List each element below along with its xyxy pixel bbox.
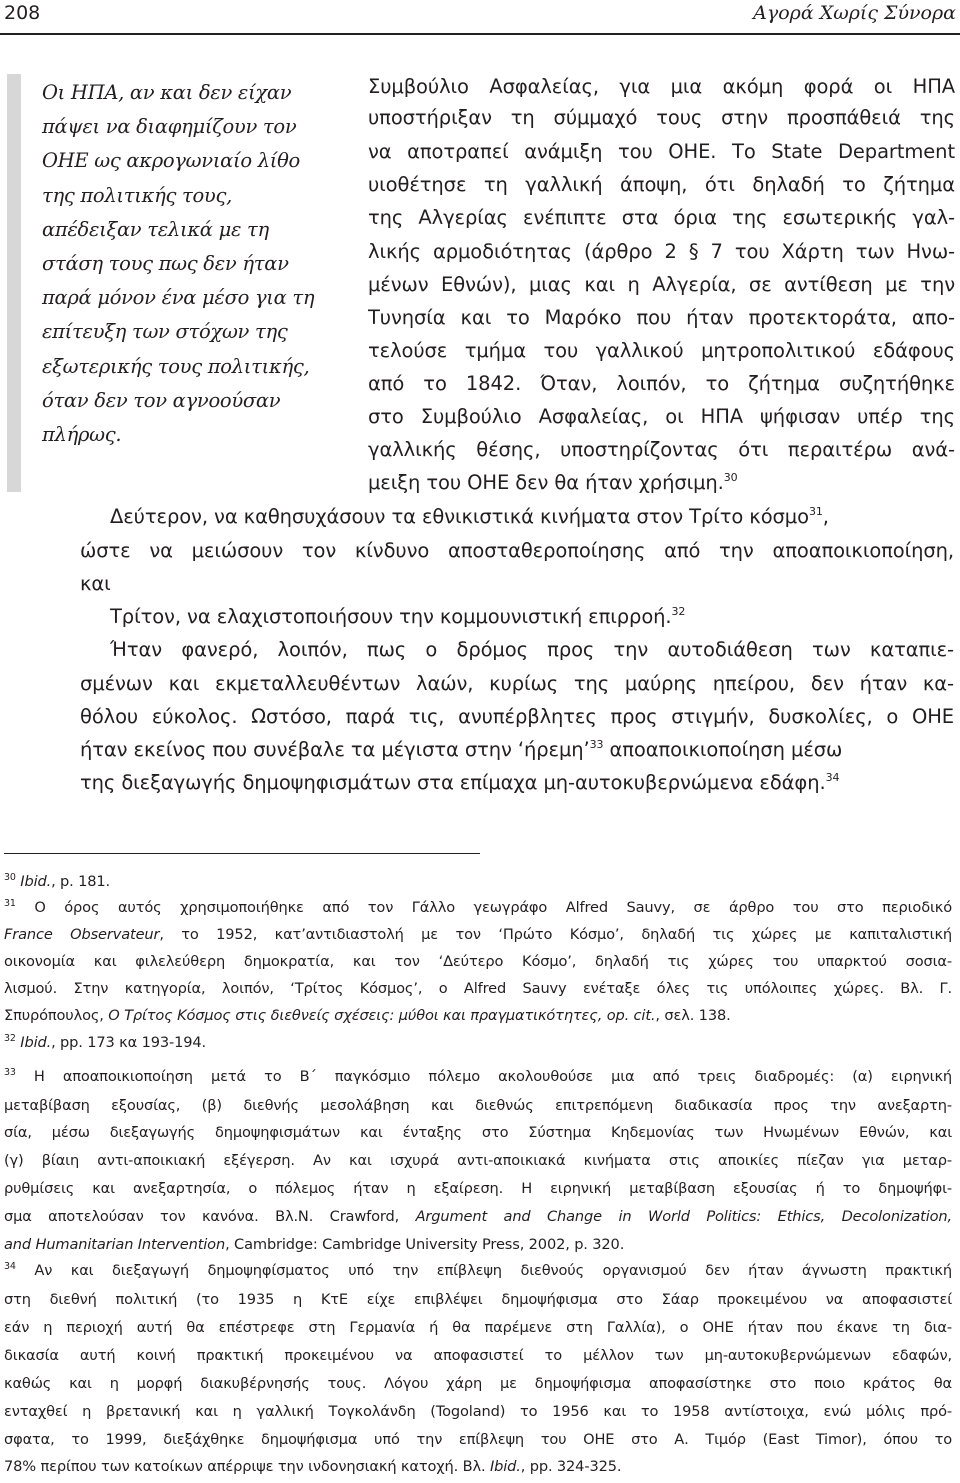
footnote-line: οικονομία και φιλελεύθερη δημοκρατία, και τον ‘Δεύτερο Κόσμο’, δηλαδή τις χώρες του υπαρκτού σοσια- — [4, 953, 952, 970]
pull-quote-line: Οι ΗΠΑ, αν και δεν είχαν — [42, 81, 292, 104]
footnote-number: 32 — [4, 1034, 16, 1044]
footnote-line: σία, μέσω διεξαγωγής δημοψηφισμάτων και ένταξης στο Σύστημα Κηδεμονίας των Ηνωμένων Εθνών, και — [4, 1124, 952, 1141]
footnote-line — [4, 1208, 952, 1230]
pull-quote-line: εξωτερικής τους πολιτικής, — [42, 354, 310, 378]
pull-quote-line: στάση τους πως δεν ήταν — [42, 252, 289, 276]
footnote-ref[interactable]: 31 — [808, 505, 823, 518]
body-line: υποστήριξαν τη σύμμαχό τους στην προσπάθειά της — [368, 106, 955, 129]
footnote-line: (γ) βίαιη αντι-αποικιακή εξέγερση. Αν και ισχυρά αντι-αποικιακά κινήματα στις αποικίες πίεζαν για μεταρ- — [4, 1152, 952, 1169]
body-line: Συμβούλιο Ασφαλείας, για μια ακόμη φορά οι ΗΠΑ — [368, 75, 955, 98]
footnote-34 — [4, 1262, 952, 1284]
footnote-32 — [4, 1034, 952, 1051]
body-line: Ήταν φανερό, λοιπόν, πως ο δρόμος προς την αυτοδιάθεση των καταπιε- — [110, 638, 954, 661]
body-line: στο Συμβούλιο Ασφαλείας, οι ΗΠΑ ψήφισαν υπέρ της — [368, 405, 955, 428]
footnote-italic: Ibid. — [20, 1034, 52, 1051]
body-line — [80, 738, 842, 761]
footnote-ref[interactable]: 34 — [825, 771, 840, 784]
footnote-text: , pp. 324-325. — [520, 1458, 622, 1475]
footnote-line: εάν η περιοχή αυτή θα επέστρεφε στη Γερμανία ή θα παρέμενε στη Γαλλία), ο ΟΗΕ ήταν που έκανε τη δια- — [4, 1319, 952, 1336]
footnote-text: , σελ. 138. — [655, 1007, 731, 1024]
pull-quote-line: της πολιτικής τους, — [42, 183, 232, 207]
footnote-30 — [4, 873, 952, 890]
body-line: μένων Εθνών), μιας και η Αλγερία, σε αντίθεση με την — [368, 273, 955, 296]
body-line: να αποτραπεί ανάμιξη του ΟΗΕ. Το State Department — [368, 140, 955, 163]
body-line: Τυνησία και το Μαρόκο που ήταν προτεκτοράτα, απο- — [368, 306, 955, 329]
footnote-line — [4, 926, 952, 948]
body-line-text: της διεξαγωγής δημοψηφισμάτων στα επίμαχα μη-αυτοκυβερνώμενα εδάφη. — [80, 771, 826, 794]
pull-quote-line: παρά μόνον ένα μέσο για τη — [42, 286, 315, 310]
body-line-text: Δεύτερον, να καθησυχάσουν τα εθνικιστικά κινήματα στον Τρίτο κόσμο — [110, 505, 809, 528]
body-line-text: ήταν εκείνος που συνέβαλε τα μέγιστα στην ‘ήρεμη’ — [80, 738, 590, 761]
pull-quote — [42, 76, 342, 452]
body-line-text: Τρίτον, να ελαχιστοποιήσουν την κομμουνιστική επιρροή. — [110, 605, 672, 628]
body-line-text: μειξη του ΟΗΕ δεν θα ήταν χρήσιμη. — [368, 471, 724, 494]
pull-quote-bar — [7, 74, 21, 492]
pull-quote-line: πλήρως. — [42, 423, 122, 447]
footnote-text: , p. 181. — [51, 873, 111, 890]
footnote-line — [4, 1236, 952, 1253]
header-rule — [0, 33, 960, 35]
footnote-italic: Ο Τρίτος Κόσμος στις διεθνείς σχέσεις: μύθοι και πραγματικότητες, op. cit. — [108, 1007, 656, 1024]
body-line — [110, 505, 829, 528]
pull-quote-line: ΟΗΕ ως ακρογωνιαίο λίθο — [42, 149, 300, 173]
body-line: θόλου εύκολος. Ωστόσο, παρά τις, ανυπέρβλητες προς στιγμήν, δυσκολίες, ο ΟΗΕ — [80, 705, 954, 728]
body-line: τελούσε τμήμα του γαλλικού μητροπολιτικού εδάφους — [368, 339, 955, 362]
footnote-line — [4, 1007, 952, 1024]
footnote-text: 78% περίπου των κατοίκων απέρριψε την ινδονησιακή κατοχή. Βλ. — [4, 1458, 490, 1475]
footnote-line: δικασία αυτή κοινή πρακτική προκειμένου να αποφασιστεί το μέλλον των μη-αυτοκυβερνώμενων εδαφών, — [4, 1347, 952, 1364]
footnote-ref[interactable]: 33 — [589, 738, 604, 751]
footnote-text: σμα αποτελούσαν τον κανόνα. Βλ.N. Crawford, — [4, 1208, 416, 1225]
footnote-31 — [4, 899, 952, 921]
footnote-line: ενταχθεί η βρετανική και η γαλλική Τογκολάνδη (Togoland) το 1956 και το 1958 αντίστοιχα, ενώ μόλις πρό- — [4, 1403, 952, 1420]
footnote-line: καθώς και η μορφή διακυβέρνησής τους. Λόγου χάρη με δημοψήφισμα αποφασίστηκε στο ποιο κράτος θα — [4, 1375, 952, 1392]
pull-quote-line: επίτευξη των στόχων της — [42, 320, 288, 344]
footnote-33 — [4, 1068, 952, 1090]
body-line-text: αποαποικιοποίηση μέσω — [603, 738, 843, 761]
footnote-number: 31 — [4, 899, 16, 909]
footnote-rule — [4, 853, 480, 854]
footnote-text: , το 1952, κατ’αντιδιαστολή με τον ‘Πρώτο Κόσμο’, δηλαδή τις χώρες με καπιταλιστική — [159, 926, 952, 943]
footnote-line: στη διεθνή πολιτική (το 1935 η ΚτΕ είχε επιβλέψει δημοψήφισμα στο Σάαρ προκειμένου να αποφασιστεί — [4, 1291, 952, 1308]
footnote-text: Αν και διεξαγωγή δημοψηφίσματος υπό την επίβλεψη διεθνούς οργανισμού δεν ήταν άγνωστη πρακτική — [34, 1262, 952, 1279]
footnote-italic: Argument and Change in World Politics: Ethics, Decolonization, — [415, 1208, 952, 1225]
footnote-ref[interactable]: 32 — [671, 605, 686, 618]
body-line: της Αλγερίας ενέπιπτε στα όρια της εσωτερικής γαλ- — [368, 206, 955, 229]
footnote-text: Η αποαποικιοποίηση μετά το Β΄ παγκόσμιο πόλεμο ακολουθούσε μια από τρεις διαδρομές: (α) ειρηνική — [33, 1068, 952, 1085]
footnote-number: 30 — [4, 873, 16, 883]
body-line — [110, 605, 685, 628]
body-line: υιοθέτησε τη γαλλική άποψη, ότι δηλαδή το ζήτημα — [368, 173, 955, 196]
body-line-text: , — [822, 505, 829, 528]
footnote-italic: Ibid. — [20, 873, 52, 890]
footnote-text: Σπυρόπουλος, — [4, 1007, 109, 1024]
footnote-line: λισμού. Στην κατηγορία, λοιπόν, ‘Τρίτος Κόσμος’, ο Alfred Sauvy ενέταξε όλες τις υπόλοιπες χώρες. Βλ. Γ. — [4, 980, 952, 997]
footnote-number: 34 — [4, 1262, 16, 1272]
body-line: και — [80, 572, 111, 595]
footnote-line — [4, 1458, 952, 1475]
body-line: ώστε να μειώσουν τον κίνδυνο αποσταθεροποίησης από την αποαποικιοποίηση, — [80, 539, 954, 562]
body-line — [80, 771, 839, 794]
body-line — [368, 471, 738, 494]
page-number: 208 — [4, 2, 41, 24]
body-line: λικής αρμοδιότητας (άρθρο 2 § 7 του Χάρτη των Ηνω- — [368, 240, 955, 263]
footnote-line: σφατα, το 1999, διεξάχθηκε δημοψήφισμα υπό την επίβλεψη του ΟΗΕ στο Α. Τιμόρ (East Timor), όπου το — [4, 1431, 952, 1448]
footnote-italic: France Observateur — [4, 926, 160, 943]
footnote-line: ρυθμίσεις και ανεξαρτησία, ο πόλεμος ήταν η εξαίρεση. Η ειρηνική μεταβίβαση εξουσίας ή το δημοψήφι- — [4, 1180, 952, 1197]
footnote-italic: Ibid. — [489, 1458, 521, 1475]
running-title: Αγορά Χωρίς Σύνορα — [753, 2, 956, 24]
footnote-italic: and Humanitarian Intervention — [4, 1236, 226, 1253]
pull-quote-line: απέδειξαν τελικά με τη — [42, 217, 269, 241]
footnote-text: , pp. 173 κα 193-194. — [51, 1034, 206, 1051]
footnote-line: μεταβίβαση εξουσίας, (β) διεθνής μεσολάβηση και διεθνώς επιτρεπόμενη διαδικασία προς την ανεξαρτη- — [4, 1097, 952, 1114]
body-line: από το 1842. Όταν, λοιπόν, το ζήτημα συζητήθηκε — [368, 372, 955, 395]
footnote-text: , Cambridge: Cambridge University Press, 2002, p. 320. — [225, 1236, 625, 1253]
pull-quote-line: πάψει να διαφημίζουν τον — [42, 115, 297, 139]
body-line: γαλλικής θέσης, υποστηρίζοντας ότι περαιτέρω ανά- — [368, 438, 955, 461]
footnote-number: 33 — [4, 1068, 16, 1078]
footnote-text: Ο όρος αυτός χρησιμοποιήθηκε από τον Γάλλο γεωγράφο Alfred Sauvy, σε άρθρο του στο περιοδικό — [34, 899, 952, 916]
footnote-ref[interactable]: 30 — [723, 471, 738, 484]
pull-quote-line: όταν δεν τον αγνοούσαν — [42, 388, 281, 412]
body-line: σμένων και εκμεταλλευθέντων λαών, κυρίως της μαύρης ηπείρου, δεν ήταν κα- — [80, 672, 954, 695]
